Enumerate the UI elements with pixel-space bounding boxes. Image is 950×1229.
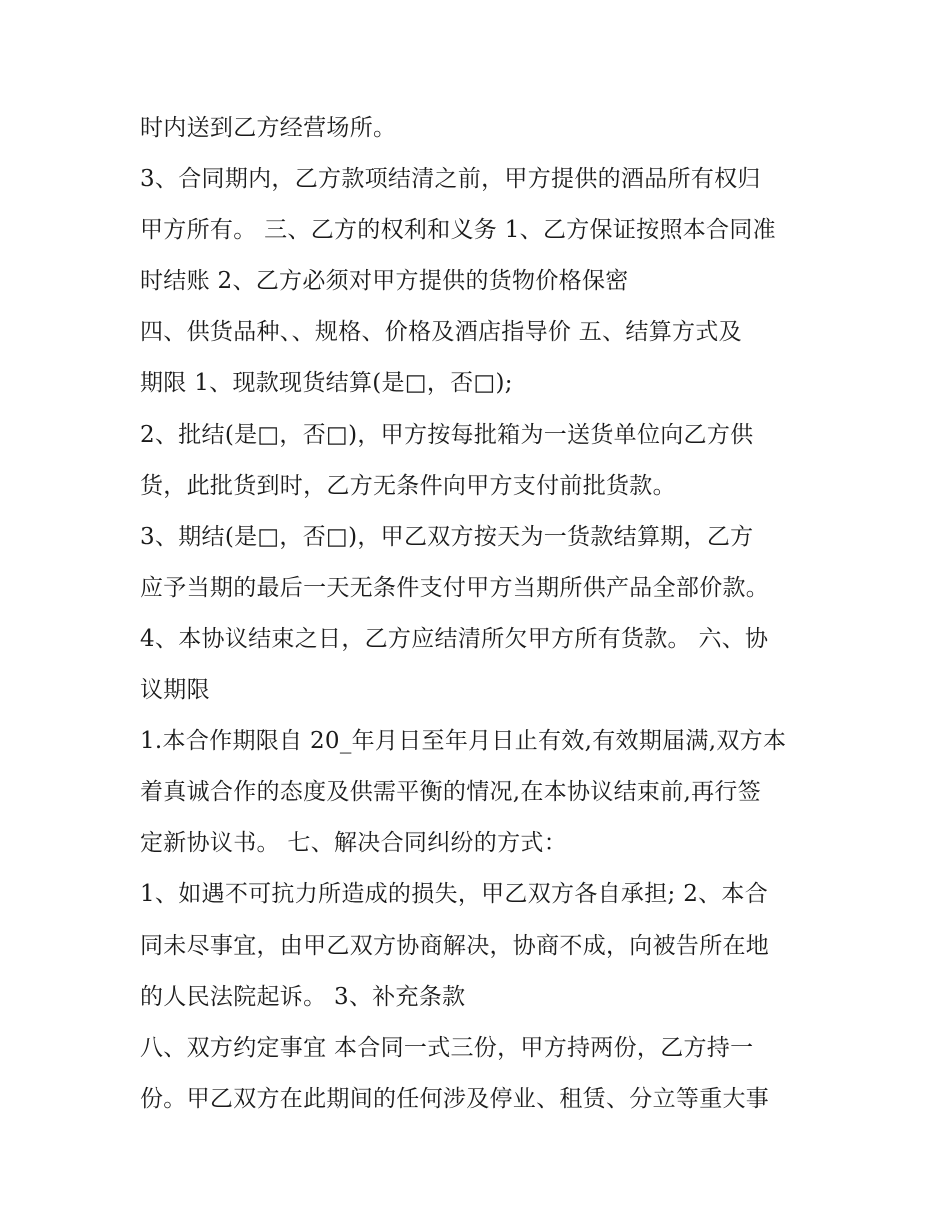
text-line: 甲方所有。 三、乙方的权利和义务 1、乙方保证按照本合同准 [140,217,776,244]
text-line: 1.本合作期限自 20_年月日至年月日止有效,有效期届满,双方本 [140,728,787,755]
text-line: 1、如遇不可抗力所造成的损失，甲乙双方各自承担; 2、本合 [140,881,769,908]
text-line: 同未尽事宜，由甲乙双方协商解决，协商不成，向被告所在地 [140,932,770,959]
text-line: 4、本协议结束之日，乙方应结清所欠甲方所有货款。 六、协 [140,625,769,652]
text-line: 时内送到乙方经营场所。 [140,115,397,141]
document-body [140,103,830,1125]
text-line: 份。甲乙双方在此期间的任何涉及停业、租赁、分立等重大事 [140,1085,770,1112]
text-line: 议期限 [140,677,210,704]
text-line: 2、批结(是□，否□)，甲方按每批箱为一送货单位向乙方供 [140,421,754,448]
text-line: 货，此批货到时，乙方无条件向甲方支付前批货款。 [140,472,676,499]
text-line: 3、合同期内，乙方款项结清之前，甲方提供的酒品所有权归 [140,166,761,193]
text-line: 时结账 2、乙方必须对甲方提供的货物价格保密 [140,268,629,295]
text-line: 定新协议书。 七、解决合同纠纷的方式： [140,830,568,857]
text-line: 期限 1、现款现货结算(是□，否□); [140,370,513,397]
text-line: 着真诚合作的态度及供需平衡的情况,在本协议结束前,再行签 [140,779,762,806]
text-line: 八、双方约定事宜 本合同一式三份，甲方持两份，乙方持一 [140,1034,754,1061]
text-line: 应予当期的最后一天无条件支付甲方当期所供产品全部价款。 [140,574,770,601]
text-line: 的人民法院起诉。 3、补充条款 [140,983,466,1010]
text-line: 四、供货品种、、规格、价格及酒店指导价 五、结算方式及 [140,319,742,346]
text-line: 3、期结(是□，否□)，甲乙双方按天为一货款结算期，乙方 [140,523,754,550]
